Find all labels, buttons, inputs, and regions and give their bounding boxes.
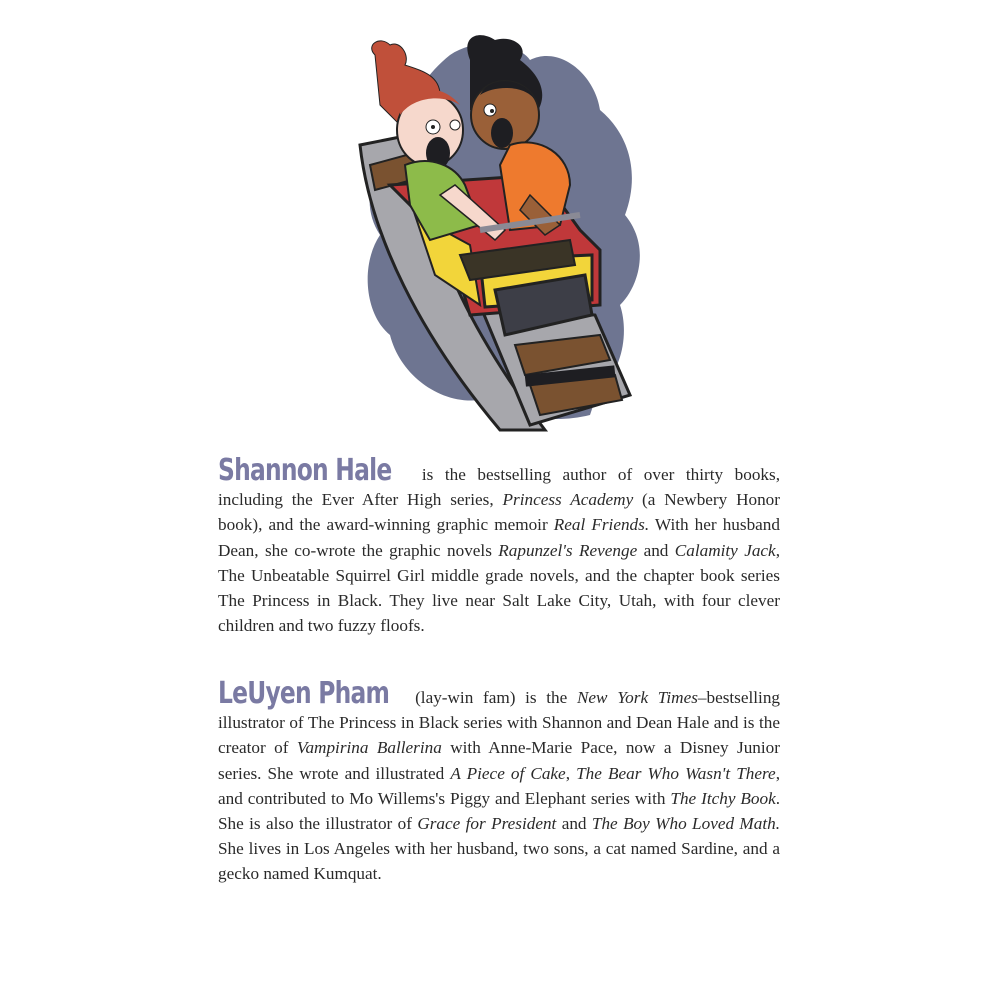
- book-title: Vampirina Ballerina: [296, 738, 442, 758]
- bio-text: , The Unbeatable Squirrel Girl middle grade novels, and the chapter book series The Princess in Black. They live near Salt Lake City, Utah, with four clever children and two fuzzy floofs.: [218, 540, 780, 636]
- book-title: Calamity Jack: [674, 540, 776, 560]
- bio-text: . She is also the illustrator of: [218, 788, 780, 834]
- roller-coaster-image: [330, 15, 670, 440]
- bio-text: With her husband Dean, she co-wrote the graphic novels: [218, 515, 780, 560]
- bio-paragraph: [218, 676, 781, 887]
- bio-text: –bestselling illustrator of The Princess in Black series with Shannon and Dean Hale and is the creator of: [218, 688, 781, 758]
- book-title: Princess Academy: [502, 490, 634, 510]
- bio-text: She lives in Los Angeles with her husband, two sons, a cat named Sardine, and a gecko named Kumquat.: [218, 839, 780, 884]
- bio-text: with Anne-Marie Pace, now a Disney Junior series. She wrote and illustrated: [218, 738, 780, 783]
- author-bio-leuyen-pham: [218, 676, 781, 887]
- book-title: Real Friends.: [553, 515, 650, 535]
- bio-paragraph: [218, 453, 780, 638]
- book-title: Rapunzel's Revenge: [498, 540, 638, 560]
- publication-name: New York Times: [576, 688, 698, 707]
- roller-coaster-illustration: [330, 15, 670, 440]
- bio-text: , and contributed to Mo Willems's Piggy and Elephant series with: [218, 763, 780, 808]
- book-title: Grace for President: [417, 814, 557, 834]
- bio-text: and: [637, 540, 675, 560]
- author-bio-shannon-hale: [218, 453, 780, 638]
- bio-text: (a Newbery Honor book), and the award-winning graphic memoir: [218, 490, 780, 535]
- book-title: The Boy Who Loved Math.: [591, 814, 780, 834]
- book-title: The Bear Who Wasn't There: [576, 763, 776, 783]
- author-name: Shannon Hale: [218, 453, 392, 488]
- bio-text: (lay-win fam) is the: [405, 688, 577, 707]
- book-title: The Itchy Book: [670, 788, 776, 808]
- author-name: LeUyen Pham: [218, 676, 390, 711]
- bio-text: and: [556, 814, 592, 834]
- bio-text: ,: [565, 763, 577, 783]
- book-title: A Piece of Cake: [450, 763, 566, 783]
- bio-text: is the bestselling author of over thirty books, including the Ever After High series,: [218, 465, 780, 510]
